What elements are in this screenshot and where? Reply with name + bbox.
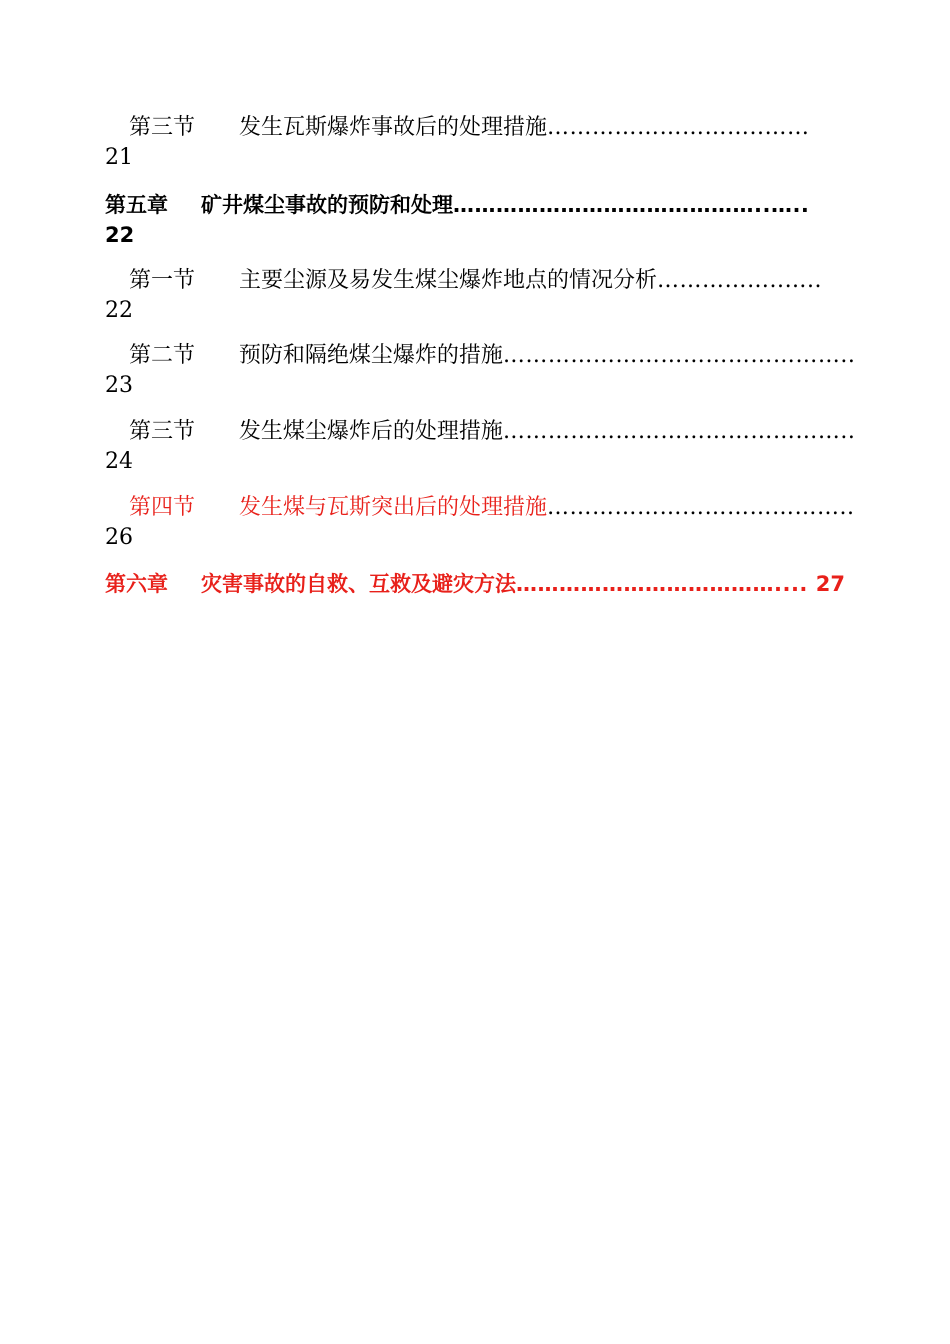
toc-entry-chapter[interactable] xyxy=(105,569,855,599)
toc-entry-label: 第三节 xyxy=(129,115,196,140)
toc-entry-section[interactable] xyxy=(105,493,855,553)
toc-entry-section[interactable] xyxy=(105,341,855,401)
toc-page-number: 24 xyxy=(105,449,133,474)
toc-entry-title: 发生煤与瓦斯突出后的处理措施 xyxy=(239,495,548,520)
toc-entry-chapter[interactable] xyxy=(105,190,855,250)
toc-dot-leader: ……………..….. xyxy=(657,268,822,293)
toc-entry-line xyxy=(105,569,845,599)
toc-page-number: 21 xyxy=(105,145,133,170)
toc-entry-title: 发生瓦斯爆炸事故后的处理措施 xyxy=(239,115,548,140)
toc-entry-section[interactable] xyxy=(105,417,855,477)
toc-entry-section[interactable] xyxy=(105,266,855,326)
toc-entry-line xyxy=(105,113,855,143)
toc-entry-label: 第六章 xyxy=(105,572,168,596)
toc-entry-label: 第二节 xyxy=(129,343,196,368)
toc-entry-title: 发生煤尘爆炸后的处理措施 xyxy=(238,419,503,444)
toc-page-number: 26 xyxy=(105,525,133,550)
toc-dot-leader: ………………………..…… xyxy=(547,115,810,140)
toc-entry-title: 主要尘源及易发生煤尘爆炸地点的情况分析 xyxy=(239,268,658,293)
toc-entry-label: 第一节 xyxy=(129,268,196,293)
toc-entry-title: 灾害事故的自救、互救及避灾方法 xyxy=(201,572,516,596)
toc-entry-title: 矿井煤尘事故的预防和处理 xyxy=(201,193,453,217)
toc-page-number: 27 xyxy=(815,572,845,596)
toc-entry-line xyxy=(105,493,855,523)
toc-entry-line xyxy=(105,266,855,296)
toc-dot-leader: ……………………………………….. xyxy=(502,343,855,368)
toc-entry-line xyxy=(105,190,855,220)
toc-page-number: 22 xyxy=(105,223,135,247)
toc-entry-label: 第五章 xyxy=(105,193,168,217)
toc-entry-label: 第三节 xyxy=(129,419,196,444)
toc-dot-leader: ……………………………….... xyxy=(516,572,808,596)
toc-entry-line xyxy=(105,417,855,447)
toc-dot-leader: ………………………………….. xyxy=(547,495,855,520)
toc-entry-section[interactable] xyxy=(105,113,855,173)
toc-dot-leader: ……………………………………..….. xyxy=(453,193,810,217)
toc-page-number: 22 xyxy=(105,298,133,323)
toc-dot-leader: ……………………………………….. xyxy=(502,419,855,444)
toc-entry-line xyxy=(105,341,855,371)
toc-entry-label: 第四节 xyxy=(129,495,196,520)
toc-page-number: 23 xyxy=(105,373,133,398)
toc-entry-title: 预防和隔绝煤尘爆炸的措施 xyxy=(238,343,503,368)
